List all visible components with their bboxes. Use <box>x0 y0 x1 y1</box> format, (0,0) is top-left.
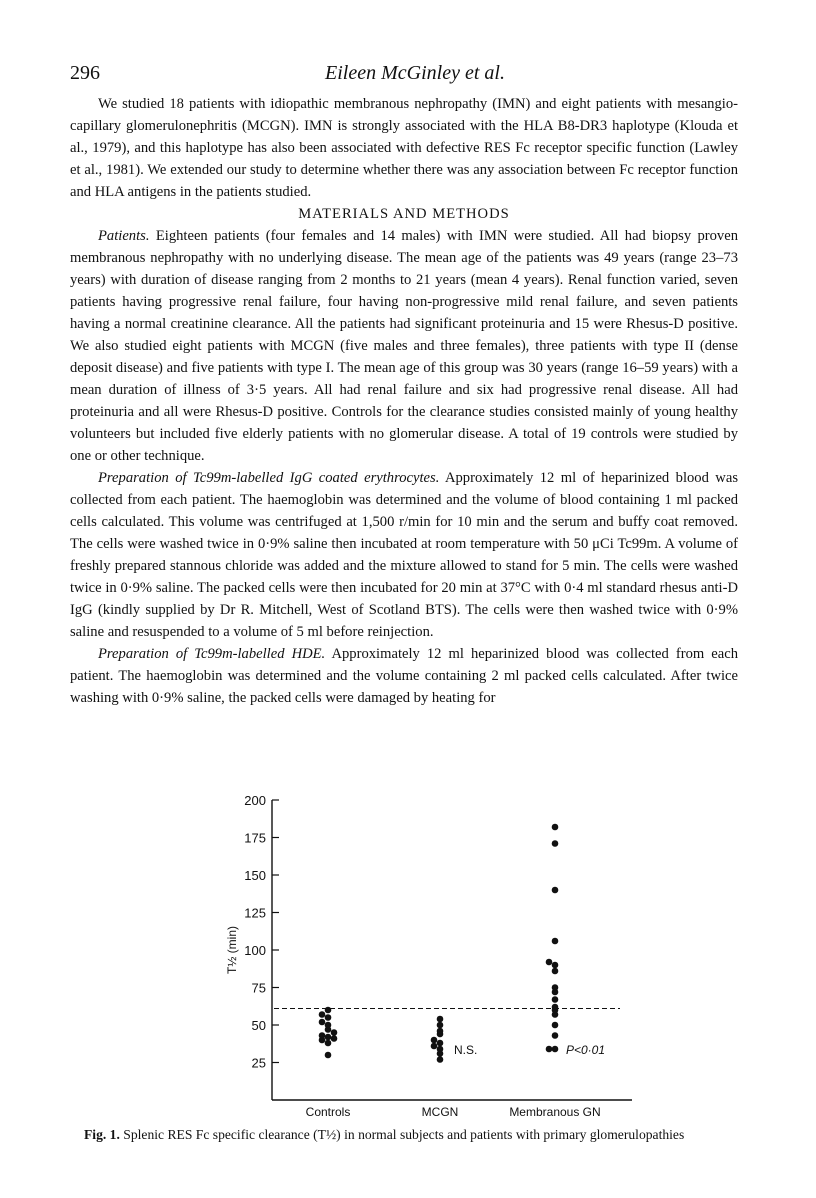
data-point <box>431 1043 438 1050</box>
article-body <box>70 93 738 709</box>
y-tick-label: 100 <box>244 943 266 958</box>
data-point <box>319 1032 326 1039</box>
caption-text: Splenic RES Fc specific clearance (T½) in normal subjects and patients with primary glomerulopathies <box>123 1127 685 1142</box>
data-point <box>319 1019 326 1026</box>
data-point <box>546 1046 553 1053</box>
data-point <box>325 1040 332 1047</box>
data-point <box>552 887 559 894</box>
prep-igg-title: Preparation of Tc99m-labelled IgG coated erythrocytes. <box>98 470 440 486</box>
data-point <box>552 938 559 945</box>
data-point <box>319 1011 326 1018</box>
data-point <box>437 1028 444 1035</box>
page-header <box>70 62 760 92</box>
annotation-ns: N.S. <box>454 1043 478 1057</box>
data-point <box>325 1014 332 1021</box>
data-point <box>331 1029 338 1036</box>
data-point <box>552 1046 559 1053</box>
data-point <box>437 1056 444 1063</box>
patients-paragraph <box>70 225 738 467</box>
data-point <box>325 1034 332 1041</box>
figure-caption <box>84 1127 784 1143</box>
data-point <box>437 1040 444 1047</box>
prep-hde-paragraph <box>70 643 738 709</box>
data-point <box>437 1046 444 1053</box>
scatter-chart <box>0 750 816 1120</box>
x-tick-label: Controls <box>305 1105 351 1119</box>
data-point <box>325 1022 332 1029</box>
y-tick-label: 125 <box>244 905 266 921</box>
prep-igg-paragraph <box>70 467 738 643</box>
caption-label: Fig. 1. <box>84 1127 120 1142</box>
data-point <box>325 1007 332 1014</box>
data-point <box>552 984 559 991</box>
data-point <box>552 968 559 975</box>
section-heading: MATERIALS AND METHODS <box>298 206 510 222</box>
data-point <box>552 962 559 969</box>
y-tick-label: 150 <box>244 868 266 883</box>
prep-hde-title: Preparation of Tc99m-labelled HDE. <box>98 646 326 662</box>
data-point <box>552 1004 559 1011</box>
data-point <box>552 840 559 847</box>
data-point <box>552 996 559 1003</box>
y-tick-label: 25 <box>251 1055 266 1071</box>
patients-text: Eighteen patients (four females and 14 males) with IMN were studied. All had biopsy proven membranous nephropathy with no underlying disease. The mean age of the patients was 49 years (range 23–73 years) with duration of disease ranging from 2 months to 21 years (mean 4 years). Renal function varied, seven patients having progressive renal failure, four having non-progressive mild renal failure, and seven patients having a normal creatinine clearance. All the patients had significant proteinuria and 15 were Rhesus-D positive. We also studied eight patients with MCGN (five males and three females), three patients with type II (dense deposit disease) and five patients with type I. The mean age of this group was 30 years (range 16–59 years) with a mean duration of illness of 3·5 years. All had renal failure and six had progressive renal disease. All had proteinuria and all were Rhesus-D positive. Controls for the clearance studies consisted mainly of young healthy volunteers but included five elderly patients with no glomerular disease. A total of 19 controls were studied by one or other technique. <box>70 228 738 464</box>
data-point <box>331 1035 338 1042</box>
y-tick-label: 175 <box>244 830 266 846</box>
running-title: Eileen McGinley et al. <box>325 62 505 84</box>
y-tick-label: 75 <box>251 980 266 996</box>
x-tick-label: MCGN <box>421 1105 459 1119</box>
data-point <box>325 1052 332 1059</box>
annotation-p: P<0·01 <box>566 1043 606 1057</box>
intro-paragraph: We studied 18 patients with idiopathic membranous nephropathy (IMN) and eight patients with mesangio-capillary glomerulonephritis (MCGN). IMN is strongly associated with the HLA B8-DR3 haplotype (Klouda et al., 1979), and this haplotype has also been associated with defective RES Fc receptor specific function (Lawley et al., 1981). We extended our study to determine whether there was any association between Fc receptor function and HLA antigens in the patients studied. <box>70 96 738 200</box>
y-tick-label: 50 <box>251 1018 266 1033</box>
y-tick-label: 200 <box>244 793 266 808</box>
data-point <box>437 1022 444 1029</box>
y-axis-label: T½ (min) <box>225 926 239 974</box>
patients-title: Patients. <box>98 228 150 244</box>
page-number: 296 <box>70 62 100 84</box>
data-point <box>431 1037 438 1044</box>
data-point <box>552 824 559 831</box>
x-tick-label: Membranous GN <box>509 1105 601 1119</box>
figure-1 <box>0 750 816 1150</box>
prep-igg-text: Approximately 12 ml of heparinized blood was collected from each patient. The haemoglobin was determined and the volume of blood containing 1 ml packed cells calculated. This volume was centrifuged at 1,500 r/min for 10 min and the serum and buffy coat removed. The cells were washed twice in 0·9% saline then incubated at room temperature with 50 μCi Tc99m. A volume of freshly prepared stannous chloride was added and the mixture allowed to stand for 5 min. The cells were washed twice in 0·9% saline. The packed cells were then incubated for 20 min at 37°C with 0·4 ml standard rhesus anti-D IgG (kindly supplied by Dr R. Mitchell, West of Scotland BTS). The cells were then washed twice with 0·9% saline and resuspended to a volume of 5 ml before reinjection. <box>70 470 739 640</box>
prep-hde-text: Approximately 12 ml heparinized blood was collected from each patient. The haemoglobin was determined and the volume containing 2 ml packed cells calculated. After twice washing with 0·9% saline, the packed cells were damaged by heating for <box>70 646 739 706</box>
data-point <box>552 1032 559 1039</box>
data-point <box>437 1016 444 1023</box>
data-point <box>552 1022 559 1029</box>
data-point <box>546 959 553 966</box>
